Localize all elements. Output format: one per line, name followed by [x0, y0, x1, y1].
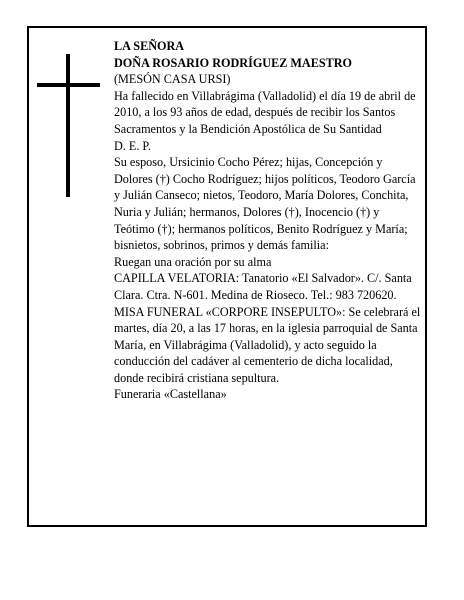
- deceased-alias: (MESÓN CASA URSI): [114, 72, 231, 87]
- notice-heading: LA SEÑORA: [114, 39, 185, 53]
- prayer-request: Ruegan una oración por su alma: [114, 254, 272, 269]
- chapel-info: CAPILLA VELATORIA: Tanatorio «El Salvador». C/. Santa Clara. Ctra. N-601. Medina de Rioseco. Tel.: 983 720620.: [114, 271, 412, 302]
- family-list: Su esposo, Ursicinio Cocho Pérez; hijas, Concepción y Dolores (†) Cocho Rodríguez; hijos políticos, Teodoro García y Julián Canseco; nietos, Teodoro, María Dolores, Conchita, Nuria y Julián; hermanos, Dolores (†), Inocencio (†) y Teótimo (†); hermanos políticos, Benito Rodríguez y María; bisnietos, sobrinos, primos y demás familia:: [114, 155, 416, 253]
- deceased-name: DOÑA ROSARIO RODRÍGUEZ MAESTRO: [114, 55, 353, 70]
- cross-icon-crossbar: [37, 83, 100, 87]
- funeral-info: MISA FUNERAL «CORPORE INSEPULTO»: Se celebrará el martes, día 20, a las 17 horas, en la iglesia parroquial de Santa María, en Villabrágima (Valladolid), y acto seguido la conducción del cadáver al cementerio de dicha localidad, donde recibirá cristiana sepultura.: [114, 304, 421, 385]
- funeral-home: Funeraria «Castellana»: [114, 387, 227, 402]
- rip-text: D. E. P.: [114, 138, 151, 153]
- cross-icon: [66, 54, 70, 197]
- death-announcement: Ha fallecido en Villabrágima (Valladolid) el día 19 de abril de 2010, a los 93 años de edad, después de recibir los Santos Sacramentos y la Bendición Apostólica de Su Santidad: [114, 88, 416, 136]
- obituary-text: [114, 38, 422, 403]
